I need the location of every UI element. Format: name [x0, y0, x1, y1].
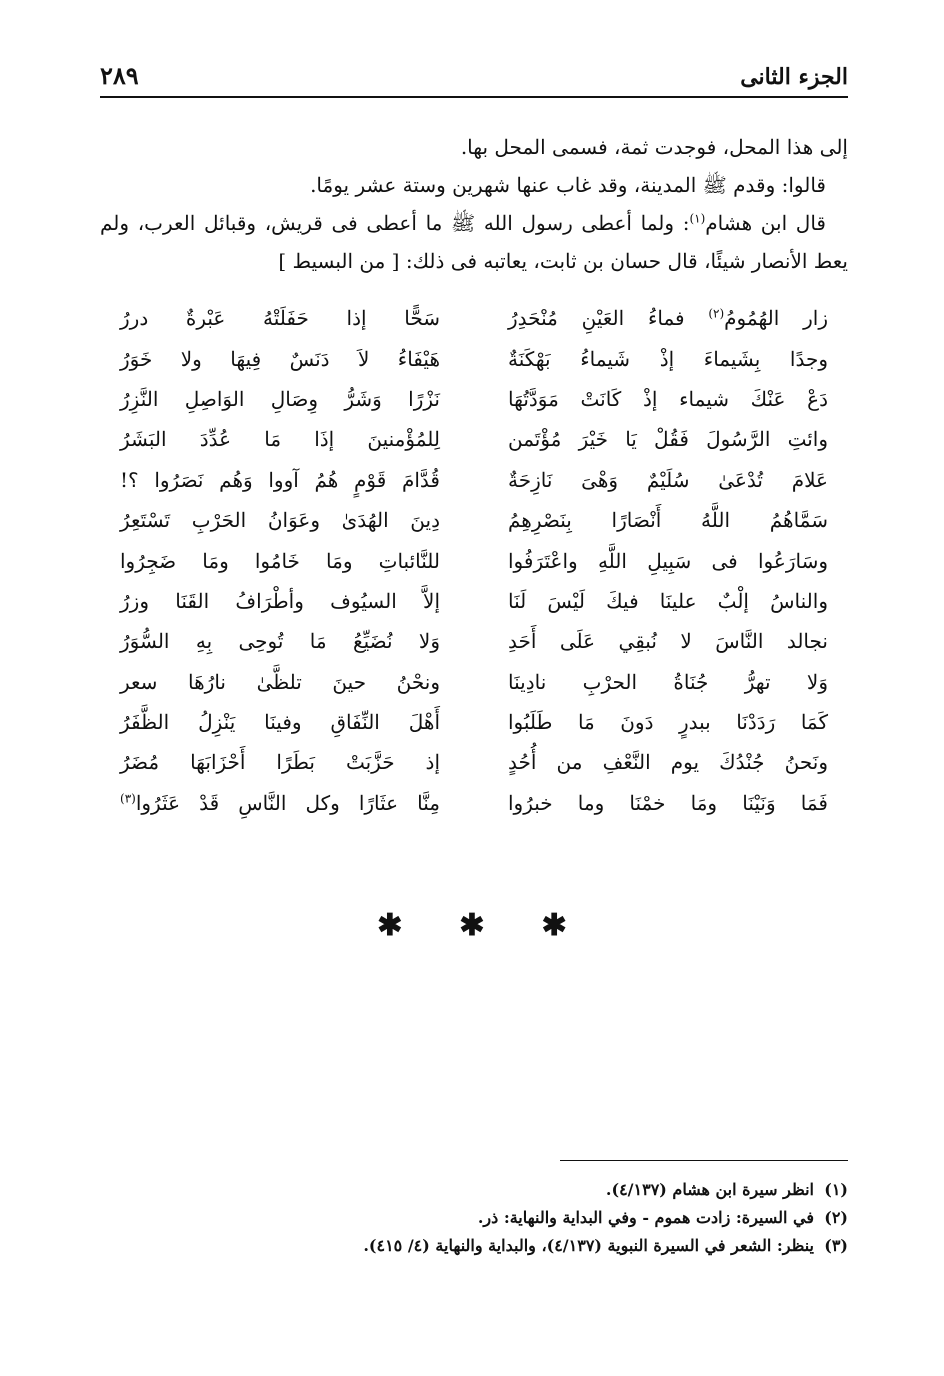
verse-first-hemistich: وائتِ الرَّسُولَ فَقُلْ يَا خَيْرَ مُؤْتَمن — [508, 427, 828, 452]
verse-first-hemistich: وسَارَعُوا فى سَبِيلِ اللَّهِ واعْتَرَفُوا — [508, 548, 828, 573]
footnote-number: (١) — [824, 1180, 848, 1199]
prose-paragraph: إلى هذا المحل، فوجدت ثمة، فسمى المحل بها. — [460, 135, 848, 159]
verse-first-hemistich: دَعْ عَنْكَ شيماء إذْ كَانَتْ مَوَدَّتُهَا — [508, 386, 828, 411]
footnote-text: انظر سيرة ابن هشام (٤/١٣٧). — [605, 1180, 814, 1199]
verse-second-hemistich: دِينَ الهُدَىٰ وعَوَانُ الحَرْبِ تَسْتَعِرُ — [120, 508, 440, 533]
prose-paragraph: قالوا: وقدم ﷺ المدينة، وقد غاب عنها شهرين وستة عشر يومًا. — [310, 173, 826, 197]
verse-first-hemistich: سَمَّاهُمُ اللَّهُ أَنْصَارًا بِنَصْرِهِمُ — [508, 508, 828, 533]
verse-first-hemistich: عَلامَ تُدْعَىٰ سُلَيْمٌ وَهْىَ نَازِحَةٌ — [508, 467, 828, 492]
verse-second-hemistich: قُدَّامَ قَوْمٍ هُمُ آووا وَهُم نَصَرُوا ؟! — [120, 467, 440, 492]
asterisk-icon: ✱ — [541, 908, 567, 943]
poem — [120, 298, 828, 823]
verse-first-hemistich: كَمَا رَدَدْنَا ببدرٍ دَونَ مَا طَلَبُوا — [508, 710, 828, 735]
verse-line — [120, 581, 828, 621]
prose-text: ولما أعطى رسول الله ﷺ ما أعطى فى قريش، وقبائل العرب، ولم يعط الأنصار شيئًا، قال حسان بن ثابت، يعاتبه فى ذلك: [ من البسيط ] — [100, 211, 848, 273]
verse-first-hemistich: والناسُ إلْبٌ علينَا فيكَ لَيْسَ لَنَا — [508, 588, 828, 613]
verse-line — [120, 783, 828, 823]
hemistich-lead: زار الهُمُومُ — [724, 306, 828, 331]
verse-first-hemistich: وجدًا بِشَيماءَ إذْ شَيماءُ بَهْكَنَةٌ — [508, 346, 828, 371]
footnote-text: ينظر: الشعر في السيرة النبوية (٤/١٣٧)، والبداية والنهاية (٤/ ٤١٥). — [363, 1236, 814, 1255]
footnote-text: في السيرة: زادت هموم - وفي البداية والنهاية: ذر. — [477, 1208, 814, 1227]
verse-line — [120, 298, 828, 338]
verse-second-hemistich — [120, 791, 440, 815]
footnote-marker: (٢) — [708, 306, 725, 321]
verse-first-hemistich — [508, 306, 828, 330]
footnote-divider — [560, 1160, 848, 1161]
running-title: الجزء الثانى — [740, 64, 848, 90]
footnote-marker: (١) — [689, 211, 706, 226]
footnote-number: (٢) — [824, 1208, 848, 1227]
prose-section — [100, 128, 848, 280]
verse-line — [120, 702, 828, 742]
verse-second-hemistich: ونحْنُ حينَ تلظَّىٰ نارُهَا سعر — [120, 669, 440, 694]
verse-second-hemistich: إذ حَزَّبَتْ بَطَرًا أَحْزَابَهَا مُضَرُ — [120, 750, 440, 775]
verse-line — [120, 338, 828, 378]
verse-second-hemistich: لِلمُؤْمنينَ إذَا مَا عُدِّدَ البَشَرُ — [120, 427, 440, 452]
footnote — [160, 1176, 848, 1204]
verse-line — [120, 540, 828, 580]
verse-line — [120, 460, 828, 500]
verse-line — [120, 379, 828, 419]
verse-first-hemistich: فَمَا وَنَيْنَا ومَا خمْنَا وما خبرُوا — [508, 790, 828, 815]
verse-second-hemistich: إلاَّ السيُوف وأطْرَافُ القَنَا وزرُ — [120, 588, 440, 613]
prose-lead: قال ابن هشام — [705, 211, 826, 235]
section-separator — [0, 908, 944, 943]
verse-first-hemistich: نجالد النَّاسَ لا نُبقِي عَلَى أَحَدِ — [508, 629, 828, 654]
asterisk-icon: ✱ — [459, 908, 485, 943]
verse-line — [120, 662, 828, 702]
verse-line — [120, 419, 828, 459]
footnote-marker: (٣) — [120, 791, 136, 806]
verse-first-hemistich: ونَحنُ جُنْدُكَ يوم النَّعْفِ من أُحُدٍ — [508, 750, 828, 775]
verse-line — [120, 621, 828, 661]
verse-second-hemistich: نَزْرًا وَشَرُّ وِصَالِ الوَاصِلِ النَّزِرُ — [120, 386, 440, 411]
hemistich-tail: فماءُ العَيْنِ مُنْحَدِرُ — [508, 306, 709, 331]
hemistich-text: مِنَّا عثَارًا وكل النَّاسِ قَدْ عَثَرُوا — [135, 790, 440, 815]
page-number: ٢٨٩ — [100, 61, 139, 90]
footnote-number: (٣) — [824, 1236, 848, 1255]
verse-first-hemistich: وَلا تهرُّ جُنَاةُ الحرْبِ نادِينَا — [508, 669, 828, 694]
footnotes — [160, 1176, 848, 1260]
verse-second-hemistich: سَحًّا إذا حَفَلَتْهُ عَبْرةٌ دررُ — [120, 306, 440, 331]
verse-second-hemistich: أَهْلَ النِّفَاقِ وفينَا يَنْزِلُ الظَّفَرُ — [120, 710, 440, 735]
verse-second-hemistich: هَيْفَاءُ لاَ دَنَسٌ فِيهَا ولا خَوَرُ — [120, 346, 440, 371]
asterisk-icon: ✱ — [377, 908, 403, 943]
footnote — [160, 1232, 848, 1260]
prose-paragraph: قال ابن هشام$^{(١)}$: ولما أعطى رسول الله ﷺ ما أعطى فى قريش، وقبائل العرب، ولم يعط الأنصار شيئًا، قال حسان بن ثابت، يعاتبه فى ذلك: [ من البسيط ] — [100, 211, 848, 273]
footnote — [160, 1204, 848, 1232]
verse-line — [120, 500, 828, 540]
verse-line — [120, 742, 828, 782]
verse-second-hemistich: للنَّائباتِ ومَا خَامُوا ومَا ضَجِرُوا — [120, 548, 440, 573]
verse-second-hemistich: وَلا نُضَيِّعُ مَا تُوحِى بِهِ السُّوَرُ — [120, 629, 440, 654]
page-header — [100, 52, 848, 98]
